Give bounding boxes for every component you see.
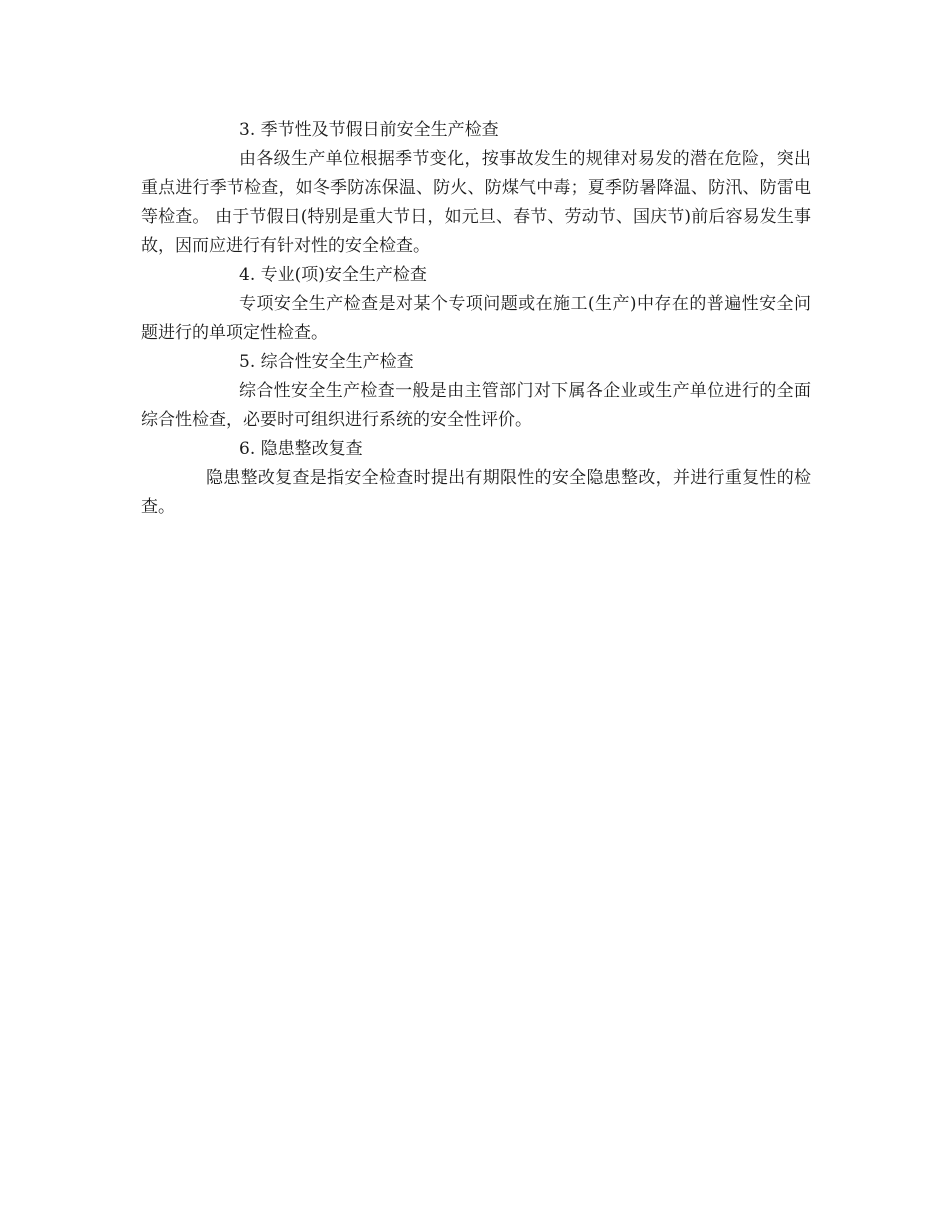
section-heading-4: 4. 专业(项)安全生产检查 xyxy=(239,265,427,285)
section-paragraph-5: 综合性安全生产检查一般是由主管部门对下属各企业或生产单位进行的全面综合性检查，必要时可组织进行系统的安全性评价。 xyxy=(141,381,811,430)
section-heading-3: 3. 季节性及节假日前安全生产检查 xyxy=(239,120,499,140)
section-paragraph-4: 专项安全生产检查是对某个专项问题或在施工(生产)中存在的普遍性安全问题进行的单项定性检查。 xyxy=(141,294,811,343)
section-paragraph-3: 由各级生产单位根据季节变化，按事故发生的规律对易发的潜在危险，突出重点进行季节检查，如冬季防冻保温、防火、防煤气中毒；夏季防暑降温、防汛、防雷电等检查。 由于节假日(特别是重大节日，如元旦、春节、劳动节、国庆节)前后容易发生事故，因而应进行有针对性的安全检查。 xyxy=(141,149,811,256)
document-body xyxy=(141,116,811,522)
section-heading-5: 5. 综合性安全生产检查 xyxy=(239,352,414,372)
section-heading-6: 6. 隐患整改复查 xyxy=(239,439,363,459)
section-paragraph-6: 隐患整改复查是指安全检查时提出有期限性的安全隐患整改，并进行重复性的检查。 xyxy=(141,468,811,517)
